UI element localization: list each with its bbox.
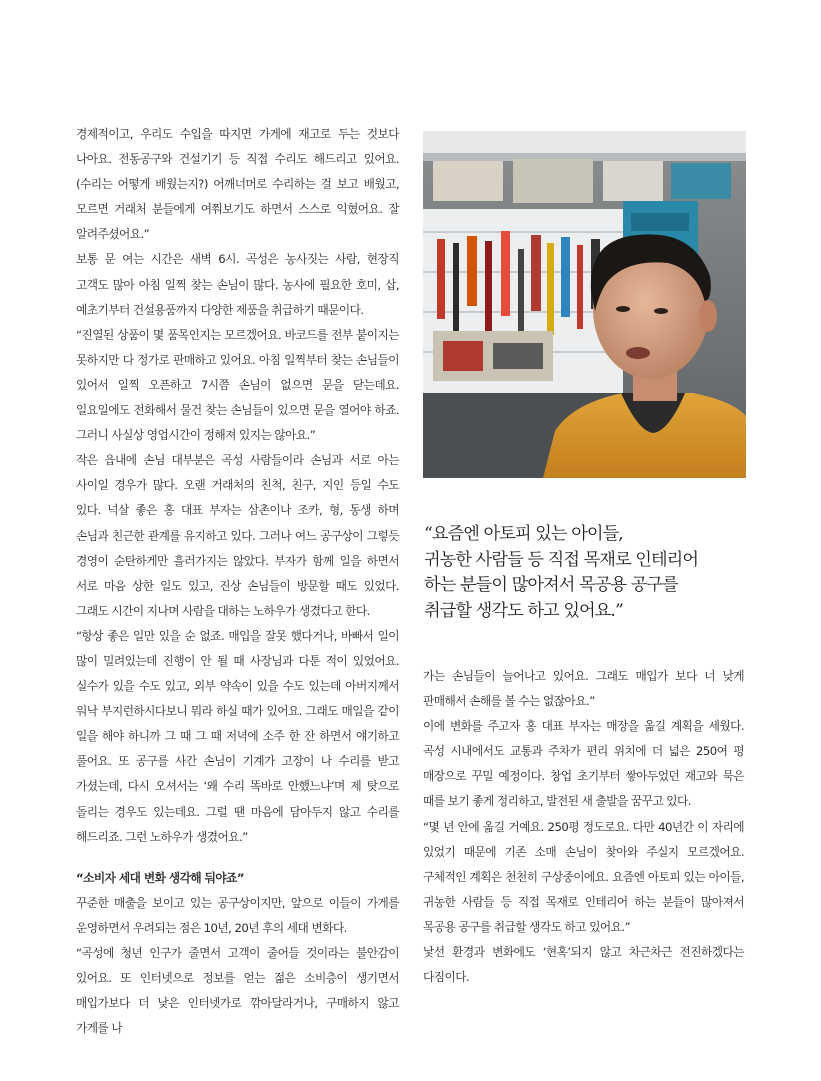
pull-quote-line: “요즘엔 아토피 있는 아이들,: [424, 524, 623, 544]
paragraph: 꾸준한 매출을 보이고 있는 공구상이지만, 앞으로 이들이 가게를 운영하면서 우려되는 점은 10년, 20년 후의 세대 변화다.: [76, 895, 399, 935]
pull-quote-line: 귀농한 사람들 등 직접 목재로 인테리어: [424, 549, 699, 570]
paragraph: “곡성에 청년 인구가 줄면서 고객이 줄어들 것이라는 불안감이 있어요. 또 인터넷으로 정보를 얻는 젊은 소비층이 생기면서 매입가보다 더 낮은 인터넷가로 깎아달라거나, 구매하지 않고 가게를 나: [76, 946, 399, 1036]
left-article-column: [76, 122, 399, 1041]
paragraph: 이에 변화를 주고자 홍 대표 부자는 매장을 옮길 계획을 세웠다. 곡성 시내에서도 교통과 주차가 편리 위치에 더 넓은 250여 평 매장으로 꾸밀 예정이다. 창업 초기부터 쌓아두었던 재고와 묵은 때를 보기 좋게 정리하고, 발전된 새 출발을 꿈꾸고 있다.: [423, 719, 744, 809]
pull-quote: [424, 522, 754, 624]
paragraph: “항상 좋은 일만 있을 순 없죠. 매입을 잘못 했다거나, 바빠서 일이 많이 밀려있는데 진행이 안 될 때 사장님과 다툰 적이 있었어요. 실수가 있을 수도 있고, 외부 약속이 있을 수도 있는데 아버지께서 워낙 부지런하시다보니 뭐라 하실 때가 있어요. 그래도 매일을 같이 일을 해야 하니까 그 때 그 때 저녁에 소주 한 잔 하면서 얘기하고 풀어요. 또 공구를 사간 손님이 기계가 고장이 나 수리를 받고 가셨는데, 다시 오셔서는 ‘왜 수리 똑바로 안했느냐’며 제 탓으로 돌리는 경우도 있는데요. 그럴 땐 마음에 담아두지 않고 수리를 해드리죠. 그런 노하우가 생겼어요.”: [76, 628, 399, 844]
pull-quote-line: 취급할 생각도 하고 있어요.”: [424, 600, 623, 621]
interview-photo: [423, 131, 746, 478]
right-article-column: [423, 664, 744, 990]
paragraph: 작은 읍내에 손님 대부분은 곡성 사람들이라 손님과 서로 아는 사이일 경우가 많다. 오랜 거래처의 친척, 친구, 지인 등일 수도 있다. 넉살 좋은 홍 대표 부자는 삼촌이나 조카, 형, 동생 하며 손님과 친근한 관계를 유지하고 있다. 그러나 여느 공구상이 그렇듯 경영이 순탄하게만 흘러가지는 않았다. 부자가 함께 일을 하면서 서로 마음 상한 일도 있고, 진상 손님들이 방문할 때도 있었다. 그래도 시간이 지나며 사람을 대하는 노하우가 생겼다고 한다.: [76, 453, 399, 618]
paragraph: “몇 년 안에 옮길 거예요. 250평 정도로요. 다만 40년간 이 자리에 있었기 때문에 기존 소매 손님이 찾아와 주실지 모르겠어요. 구체적인 계획은 천천히 구상중이에요. 요즘엔 아토피 있는 아이들, 귀농한 사람들 등 직접 목재로 인테리어 하는 분들이 많아져서 목공용 공구를 취급할 생각도 하고 있어요.”: [423, 819, 744, 934]
paragraph: 보통 문 여는 시간은 새벽 6시. 곡성은 농사짓는 사람, 현장직 고객도 많아 아침 일찍 찾는 손님이 많다. 농사에 필요한 호미, 삽, 예초기부터 건설용품까지 다양한 제품을 취급하기 때문이다.: [76, 252, 399, 317]
paragraph: “진열된 상품이 몇 품목인지는 모르겠어요. 바코드를 전부 붙이지는 못하지만 다 정가로 판매하고 있어요. 아침 일찍부터 찾는 손님들이 있어서 일찍 오픈하고 7시쯤 손님이 없으면 문을 닫는데요. 일요일에도 전화해서 물건 찾는 손님들이 있으면 문을 열어야 하죠. 그러니 사실상 영업시간이 정해져 있지는 않아요.”: [76, 327, 399, 443]
paragraph: 가는 손님들이 늘어나고 있어요. 그래도 매입가 보다 너 낮게 판매해서 손해를 볼 수는 없잖아요.”: [423, 669, 744, 709]
paragraph: 경제적이고, 우리도 수입을 따지면 가게에 재고로 두는 것보다 나아요. 전동공구와 건설기기 등 직접 수리도 해드리고 있어요. (수리는 어떻게 배웠는지?) 어깨너머로 수리하는 걸 보고 배웠고, 모르면 거래처 분들에게 여쭤보기도 하면서 스스로 익혔어요. 잘 알려주셨어요.”: [76, 127, 399, 242]
pull-quote-line: 하는 분들이 많아져서 목공용 공구를: [424, 575, 678, 596]
section-subheading: “소비자 세대 변화 생각해 둬야죠”: [76, 870, 244, 885]
paragraph: 낯선 환경과 변화에도 ‘현혹’되지 않고 차근차근 전진하겠다는 다짐이다.: [423, 945, 744, 985]
